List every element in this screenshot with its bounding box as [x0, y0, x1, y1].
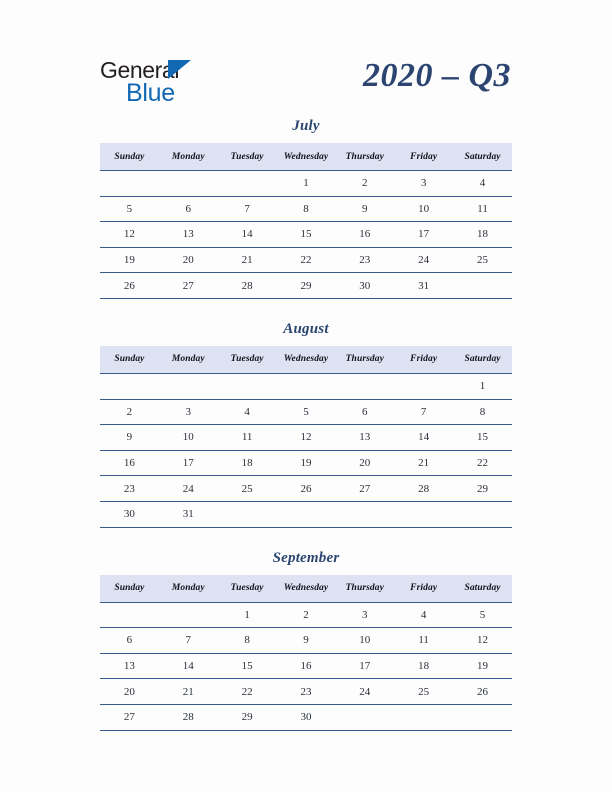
weekday-header-tuesday: Tuesday: [218, 575, 277, 603]
day-cell[interactable]: 29: [277, 273, 336, 299]
weekday-header-tuesday: Tuesday: [218, 346, 277, 374]
day-cell[interactable]: 24: [394, 247, 453, 273]
week-row: [100, 399, 512, 425]
day-cell[interactable]: 8: [218, 628, 277, 654]
day-cell[interactable]: 21: [218, 247, 277, 273]
day-cell-empty: [218, 501, 277, 527]
day-cell[interactable]: 12: [277, 425, 336, 451]
month-title: September: [272, 549, 340, 566]
day-cell[interactable]: 26: [453, 679, 512, 705]
day-cell[interactable]: 8: [453, 399, 512, 425]
day-cell[interactable]: 25: [453, 247, 512, 273]
day-cell[interactable]: 13: [159, 222, 218, 248]
week-row: [100, 628, 512, 654]
day-cell[interactable]: 11: [394, 628, 453, 654]
blue-triangle-icon: [168, 60, 191, 79]
day-cell[interactable]: 27: [335, 476, 394, 502]
day-cell-empty: [453, 704, 512, 730]
day-cell[interactable]: 17: [394, 222, 453, 248]
weekday-header-sunday: Sunday: [100, 143, 159, 171]
day-cell[interactable]: 2: [100, 399, 159, 425]
day-cell[interactable]: 17: [159, 450, 218, 476]
day-cell[interactable]: 7: [218, 196, 277, 222]
weekday-header-wednesday: Wednesday: [277, 575, 336, 603]
day-cell[interactable]: 7: [159, 628, 218, 654]
day-cell[interactable]: 4: [394, 602, 453, 628]
day-cell[interactable]: 24: [335, 679, 394, 705]
day-cell[interactable]: 22: [453, 450, 512, 476]
day-cell[interactable]: 19: [277, 450, 336, 476]
weekday-header-thursday: Thursday: [335, 143, 394, 171]
day-cell[interactable]: 9: [277, 628, 336, 654]
day-cell[interactable]: 9: [100, 425, 159, 451]
weekday-header-row: [100, 346, 512, 374]
week-row: [100, 450, 512, 476]
week-row: [100, 653, 512, 679]
week-row: [100, 222, 512, 248]
week-row: [100, 602, 512, 628]
day-cell[interactable]: 5: [277, 399, 336, 425]
day-cell[interactable]: 6: [335, 399, 394, 425]
weekday-header-saturday: Saturday: [453, 346, 512, 374]
day-cell[interactable]: 20: [100, 679, 159, 705]
day-cell-empty: [335, 704, 394, 730]
day-cell[interactable]: 1: [277, 171, 336, 197]
weekday-header-thursday: Thursday: [335, 346, 394, 374]
weekday-header-wednesday: Wednesday: [277, 143, 336, 171]
day-cell[interactable]: 15: [218, 653, 277, 679]
day-cell[interactable]: 19: [453, 653, 512, 679]
logo-word-blue: Blue: [126, 79, 175, 107]
week-row: [100, 247, 512, 273]
quarter-calendar: [100, 118, 512, 753]
day-cell[interactable]: 23: [100, 476, 159, 502]
day-cell[interactable]: 18: [394, 653, 453, 679]
day-cell[interactable]: 19: [100, 247, 159, 273]
day-cell-empty: [394, 373, 453, 399]
day-cell[interactable]: 21: [394, 450, 453, 476]
general-blue-logo[interactable]: [100, 57, 300, 109]
day-cell[interactable]: 10: [335, 628, 394, 654]
weekday-header-row: [100, 575, 512, 603]
day-cell[interactable]: 25: [218, 476, 277, 502]
weekday-header-friday: Friday: [394, 346, 453, 374]
weekday-header-friday: Friday: [394, 575, 453, 603]
day-cell[interactable]: 17: [335, 653, 394, 679]
day-cell-empty: [453, 273, 512, 299]
weekday-header-saturday: Saturday: [453, 143, 512, 171]
day-cell[interactable]: 15: [277, 222, 336, 248]
day-cell[interactable]: 10: [394, 196, 453, 222]
day-cell[interactable]: 7: [394, 399, 453, 425]
week-row: [100, 476, 512, 502]
day-cell[interactable]: 15: [453, 425, 512, 451]
day-cell[interactable]: 23: [335, 247, 394, 273]
day-cell[interactable]: 6: [159, 196, 218, 222]
day-cell[interactable]: 6: [100, 628, 159, 654]
day-cell[interactable]: 5: [100, 196, 159, 222]
day-cell-empty: [159, 373, 218, 399]
month-table: [100, 575, 512, 731]
day-cell[interactable]: 28: [218, 273, 277, 299]
day-cell[interactable]: 30: [277, 704, 336, 730]
week-row: [100, 501, 512, 527]
day-cell[interactable]: 27: [100, 704, 159, 730]
month-table: [100, 143, 512, 299]
month-block: [100, 321, 512, 528]
day-cell-empty: [277, 501, 336, 527]
day-cell-empty: [100, 602, 159, 628]
weekday-header-monday: Monday: [159, 575, 218, 603]
weekday-header-sunday: Sunday: [100, 575, 159, 603]
weekday-header-wednesday: Wednesday: [277, 346, 336, 374]
day-cell-empty: [394, 501, 453, 527]
week-row: [100, 679, 512, 705]
day-cell[interactable]: 24: [159, 476, 218, 502]
day-cell[interactable]: 13: [335, 425, 394, 451]
day-cell[interactable]: 20: [335, 450, 394, 476]
day-cell-empty: [335, 501, 394, 527]
day-cell[interactable]: 28: [394, 476, 453, 502]
month-block: [100, 118, 512, 299]
day-cell[interactable]: 9: [335, 196, 394, 222]
day-cell[interactable]: 12: [100, 222, 159, 248]
day-cell-empty: [277, 373, 336, 399]
day-cell-empty: [453, 501, 512, 527]
day-cell[interactable]: 22: [277, 247, 336, 273]
day-cell-empty: [218, 373, 277, 399]
day-cell[interactable]: 13: [100, 653, 159, 679]
month-title: August: [283, 320, 329, 337]
day-cell[interactable]: 1: [453, 373, 512, 399]
week-row: [100, 196, 512, 222]
day-cell[interactable]: 26: [277, 476, 336, 502]
day-cell[interactable]: 2: [277, 602, 336, 628]
day-cell[interactable]: 3: [335, 602, 394, 628]
page-title: 2020 – Q3: [362, 57, 511, 94]
day-cell[interactable]: 25: [394, 679, 453, 705]
week-row: [100, 273, 512, 299]
day-cell[interactable]: 5: [453, 602, 512, 628]
day-cell[interactable]: 3: [394, 171, 453, 197]
day-cell[interactable]: 3: [159, 399, 218, 425]
weekday-header-saturday: Saturday: [453, 575, 512, 603]
day-cell[interactable]: 4: [218, 399, 277, 425]
day-cell[interactable]: 12: [453, 628, 512, 654]
day-cell[interactable]: 16: [277, 653, 336, 679]
day-cell[interactable]: 22: [218, 679, 277, 705]
day-cell[interactable]: 14: [159, 653, 218, 679]
weekday-header-friday: Friday: [394, 143, 453, 171]
day-cell[interactable]: 29: [453, 476, 512, 502]
day-cell[interactable]: 16: [335, 222, 394, 248]
month-table: [100, 346, 512, 528]
day-cell-empty: [100, 171, 159, 197]
day-cell[interactable]: 1: [218, 602, 277, 628]
weekday-header-thursday: Thursday: [335, 575, 394, 603]
day-cell-empty: [394, 704, 453, 730]
day-cell-empty: [335, 373, 394, 399]
day-cell[interactable]: 18: [218, 450, 277, 476]
week-row: [100, 704, 512, 730]
week-row: [100, 171, 512, 197]
day-cell[interactable]: 20: [159, 247, 218, 273]
day-cell[interactable]: 18: [453, 222, 512, 248]
day-cell[interactable]: 28: [159, 704, 218, 730]
day-cell-empty: [159, 602, 218, 628]
day-cell[interactable]: 4: [453, 171, 512, 197]
day-cell[interactable]: 11: [218, 425, 277, 451]
day-cell[interactable]: 26: [100, 273, 159, 299]
weekday-header-row: [100, 143, 512, 171]
week-row: [100, 373, 512, 399]
day-cell[interactable]: 31: [159, 501, 218, 527]
day-cell[interactable]: 14: [218, 222, 277, 248]
day-cell[interactable]: 30: [100, 501, 159, 527]
day-cell[interactable]: 29: [218, 704, 277, 730]
day-cell-empty: [100, 373, 159, 399]
page-header: [0, 0, 612, 118]
weekday-header-monday: Monday: [159, 143, 218, 171]
day-cell-empty: [159, 171, 218, 197]
weekday-header-monday: Monday: [159, 346, 218, 374]
weekday-header-tuesday: Tuesday: [218, 143, 277, 171]
day-cell[interactable]: 2: [335, 171, 394, 197]
day-cell[interactable]: 14: [394, 425, 453, 451]
day-cell[interactable]: 8: [277, 196, 336, 222]
day-cell[interactable]: 21: [159, 679, 218, 705]
month-block: [100, 550, 512, 731]
month-title: July: [292, 118, 320, 134]
logo-word-general: General: [100, 57, 180, 83]
day-cell[interactable]: 10: [159, 425, 218, 451]
day-cell[interactable]: 31: [394, 273, 453, 299]
day-cell[interactable]: 27: [159, 273, 218, 299]
day-cell[interactable]: 23: [277, 679, 336, 705]
day-cell-empty: [218, 171, 277, 197]
day-cell[interactable]: 11: [453, 196, 512, 222]
week-row: [100, 425, 512, 451]
day-cell[interactable]: 30: [335, 273, 394, 299]
weekday-header-sunday: Sunday: [100, 346, 159, 374]
day-cell[interactable]: 16: [100, 450, 159, 476]
